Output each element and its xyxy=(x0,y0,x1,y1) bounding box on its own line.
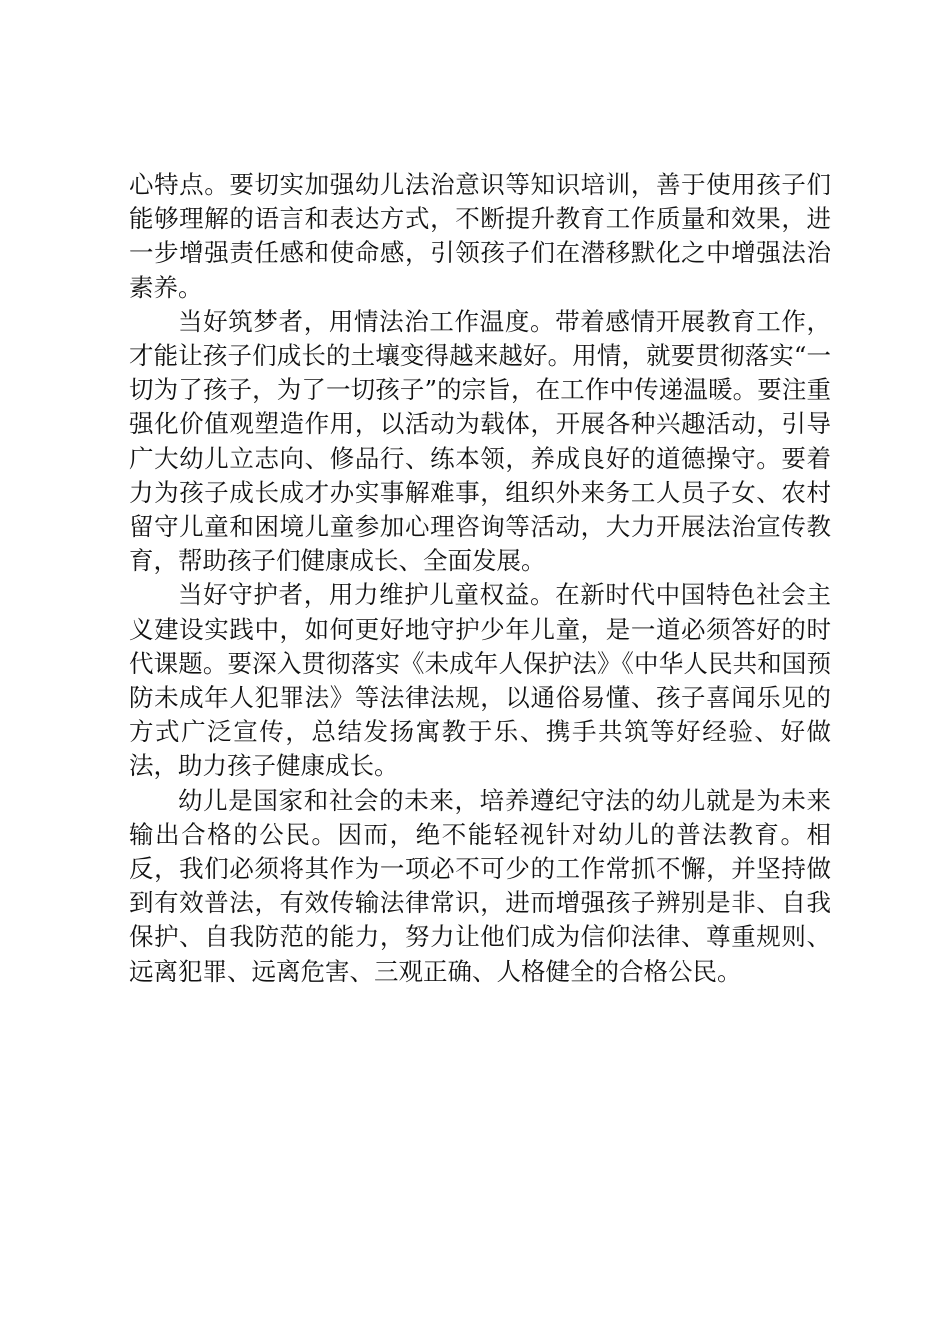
document-body xyxy=(129,168,831,989)
paragraph-conclusion: 幼儿是国家和社会的未来，培养遵纪守法的幼儿就是为未来输出合格的公民。因而，绝不能轻视针对幼儿的普法教育。相反，我们必须将其作为一项必不可少的工作常抓不懈，并坚持做到有效普法，有效传输法律常识，进而增强孩子辨别是非、自我保护、自我防范的能力，努力让他们成为信仰法律、尊重规则、远离犯罪、远离危害、三观正确、人格健全的合格公民。 xyxy=(129,785,831,986)
paragraph-continuation: 心特点。要切实加强幼儿法治意识等知识培训，善于使用孩子们能够理解的语言和表达方式，不断提升教育工作质量和效果，进一步增强责任感和使命感，引领孩子们在潜移默化之中增强法治素养。 xyxy=(129,170,831,302)
paragraph-dream-builder: 当好筑梦者，用情法治工作温度。带着感情开展教育工作，才能让孩子们成长的土壤变得越来越好。用情，就要贯彻落实“一切为了孩子，为了一切孩子”的宗旨，在工作中传递温暖。要注重强化价值观塑造作用，以活动为载体，开展各种兴趣活动，引导广大幼儿立志向、修品行、练本领，养成良好的道德操守。要着力为孩子成长成才办实事解难事，组织外来务工人员子女、农村留守儿童和困境儿童参加心理咨询等活动，大力开展法治宣传教育，帮助孩子们健康成长、全面发展。 xyxy=(129,306,831,576)
paragraph-guardian: 当好守护者，用力维护儿童权益。在新时代中国特色社会主义建设实践中，如何更好地守护少年儿童，是一道必须答好的时代课题。要深入贯彻落实《未成年人保护法》《中华人民共和国预防未成年人犯罪法》等法律法规，以通俗易懂、孩子喜闻乐见的方式广泛宣传，总结发扬寓教于乐、携手共筑等好经验、好做法，助力孩子健康成长。 xyxy=(129,580,831,781)
